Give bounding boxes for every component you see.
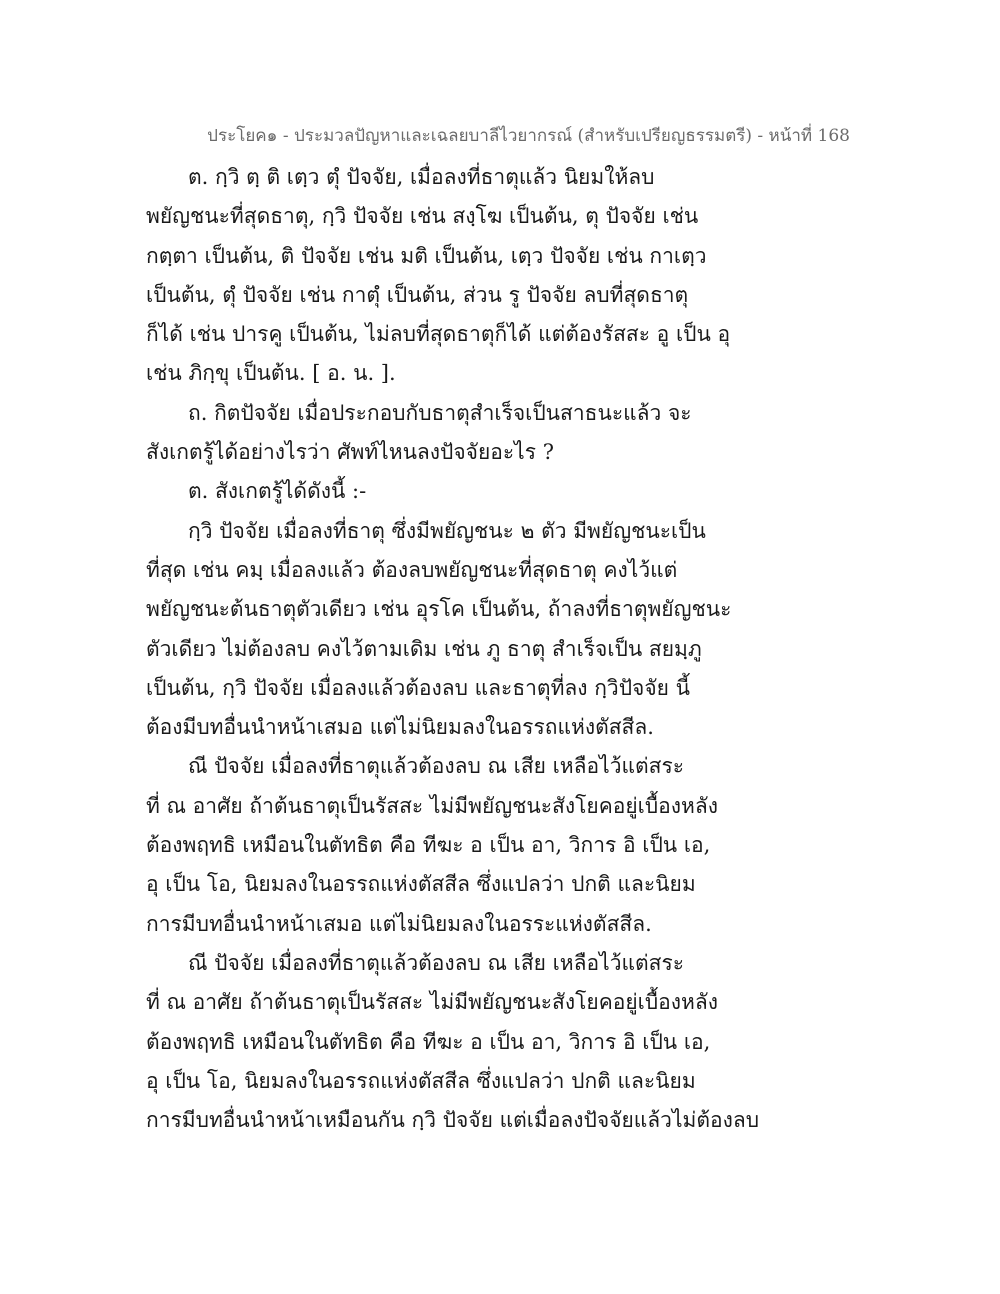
text-line: ที่สุด เช่น คมฺ เมื่อลงแล้ว ต้องลบพยัญชนะที่สุดธาตุ คงไว้แต่ <box>146 557 678 582</box>
text-line: ตัวเดียว ไม่ต้องลบ คงไว้ตามเดิม เช่น ภู ธาตุ สำเร็จเป็น สยมฺภู <box>146 636 702 661</box>
text-line: ณี ปัจจัย เมื่อลงที่ธาตุแล้วต้องลบ ณ เสีย เหลือไว้แต่สระ <box>188 950 685 975</box>
text-line: ต้องพฤทธิ เหมือนในตัทธิต คือ ทีฆะ อ เป็น อา, วิการ อิ เป็น เอ, <box>146 833 711 858</box>
text-line: ก็ได้ เช่น ปารคู เป็นต้น, ไม่ลบที่สุดธาตุก็ได้ แต่ต้องรัสสะ อู เป็น อุ <box>146 322 731 347</box>
running-header: ประโยค๑ - ประมวลปัญหาและเฉลยบาลีไวยากรณ์ (สำหรับเปรียญธรรมตรี) - หน้าที่ 168 <box>207 126 850 146</box>
text-line: อุ เป็น โอ, นิยมลงในอรรถแห่งตัสสีล ซึ่งแปลว่า ปกติ และนิยม <box>146 872 696 897</box>
text-line: เป็นต้น, ตุํ ปัจจัย เช่น กาตุํ เป็นต้น, ส่วน รู ปัจจัย ลบที่สุดธาตุ <box>146 282 689 307</box>
text-line: เช่น ภิกฺขุ เป็นต้น. [ อ. น. ]. <box>146 361 396 386</box>
text-line: การมีบทอื่นนำหน้าเหมือนกัน กฺวิ ปัจจัย แต่เมื่อลงปัจจัยแล้วไม่ต้องลบ <box>146 1108 760 1133</box>
text-line: ต. กฺวิ ตฺ ติ เตฺว ตุํ ปัจจัย, เมื่อลงที่ธาตุแล้ว นิยมให้ลบ <box>188 165 655 189</box>
text-line: ที่ ณ อาศัย ถ้าต้นธาตุเป็นรัสสะ ไม่มีพยัญชนะสังโยคอยู่เบื้องหลัง <box>146 990 719 1015</box>
text-line: ณี ปัจจัย เมื่อลงที่ธาตุแล้วต้องลบ ณ เสีย เหลือไว้แต่สระ <box>188 754 685 779</box>
text-line: ที่ ณ อาศัย ถ้าต้นธาตุเป็นรัสสะ ไม่มีพยัญชนะสังโยคอยู่เบื้องหลัง <box>146 793 719 818</box>
text-line: ต. สังเกตรู้ได้ดังนี้ :- <box>188 479 367 504</box>
text-line: ถ. กิตปัจจัย เมื่อประกอบกับธาตุสำเร็จเป็นสาธนะแล้ว จะ <box>188 400 692 425</box>
text-line: ต้องมีบทอื่นนำหน้าเสมอ แต่ไม่นิยมลงในอรรถแห่งตัสสีล. <box>146 715 654 740</box>
text-line: ต้องพฤทธิ เหมือนในตัทธิต คือ ทีฆะ อ เป็น อา, วิการ อิ เป็น เอ, <box>146 1029 711 1054</box>
text-line: อุ เป็น โอ, นิยมลงในอรรถแห่งตัสสีล ซึ่งแปลว่า ปกติ และนิยม <box>146 1068 696 1093</box>
text-line: เป็นต้น, กฺวิ ปัจจัย เมื่อลงแล้วต้องลบ และธาตุที่ลง กฺวิปัจจัย นี้ <box>146 675 690 700</box>
text-line: กฺวิ ปัจจัย เมื่อลงที่ธาตุ ซึ่งมีพยัญชนะ ๒ ตัว มีพยัญชนะเป็น <box>188 518 706 543</box>
text-line: พยัญชนะต้นธาตุตัวเดียว เช่น อุรโค เป็นต้น, ถ้าลงที่ธาตุพยัญชนะ <box>146 597 732 622</box>
text-line: สังเกตรู้ได้อย่างไรว่า ศัพท์ไหนลงปัจจัยอะไร ? <box>146 440 554 465</box>
body-text <box>146 158 866 1140</box>
text-line: กตฺตา เป็นต้น, ติ ปัจจัย เช่น มติ เป็นต้น, เตฺว ปัจจัย เช่น กาเตฺว <box>146 243 707 268</box>
text-line: การมีบทอื่นนำหน้าเสมอ แต่ไม่นิยมลงในอรระแห่งตัสสีล. <box>146 911 652 936</box>
text-line: พยัญชนะที่สุดธาตุ, กฺวิ ปัจจัย เช่น สงฺโฆ เป็นต้น, ตุ ปัจจัย เช่น <box>146 204 699 229</box>
